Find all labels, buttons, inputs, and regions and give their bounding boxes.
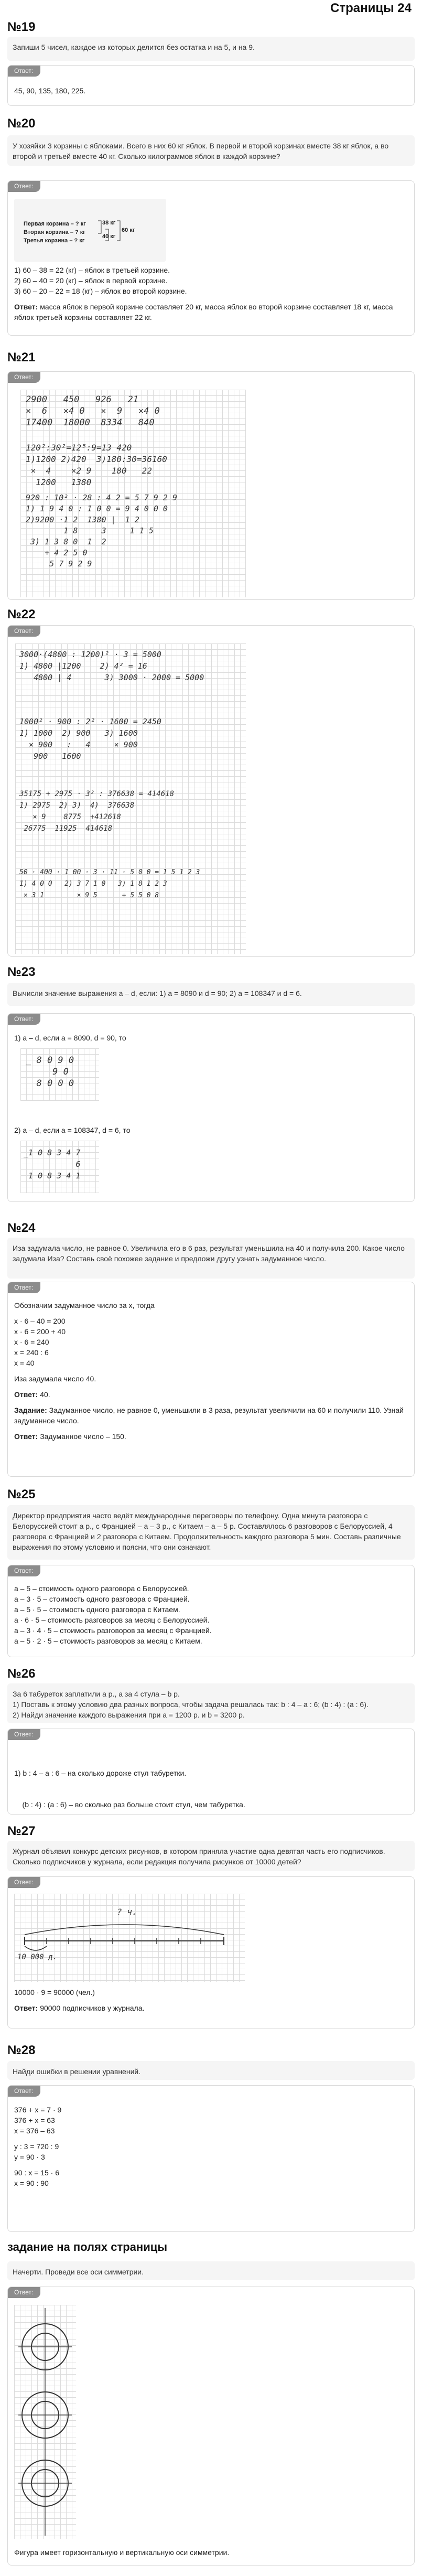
solution-line: 376 + x = 7 · 9	[14, 2106, 62, 2114]
task-number-22: №22	[7, 607, 36, 621]
symmetry-drawing	[14, 2305, 76, 2539]
solution-line: 376 + x = 63	[14, 2116, 55, 2124]
solution-line: a – 3 · 4 · 5 – стоимость разговоров за месяц с Францией.	[14, 1626, 212, 1635]
own-answer-24: Ответ: Задуманное число – 150.	[14, 1432, 126, 1441]
task-text-25: Директор предприятия часто ведёт международные переговоры по телефону. Одна минута разговора с Белоруссией стоит a р., с Францией – a – 3 р., с Китаем – a – 5 р. Составлялось 6 разговоров с Белоруссией, 4 разговора с Францией и 2 разговора с Китаем. Продолжительность каждого разговора 5 мин. Составь различные выражения по этому условию и поясни, что они означают.	[7, 1505, 415, 1560]
answer-text-24: Ответ: 40.	[14, 1390, 50, 1399]
solution-27	[14, 1987, 408, 2013]
handwritten-subtraction-2	[20, 1141, 99, 1193]
solution-line: 90 : x = 15 · 6	[14, 2169, 59, 2177]
answer-card-27	[7, 1876, 415, 2028]
solution-25	[14, 1583, 408, 1646]
answer-badge: Ответ:	[8, 1282, 40, 1293]
circles-figure	[14, 2305, 76, 2539]
margin-task-title: задание на полях страницы	[7, 2240, 168, 2253]
task-number-28: №28	[7, 2043, 36, 2057]
own-task-24: Задание: Задуманное число, не равное 0, уменьшили в 3 раза, результат увеличили на 60 и получили 110. Узнай задуманное число.	[14, 1406, 404, 1425]
solution-line: x · 6 – 40 = 200	[14, 1317, 66, 1325]
task-text-19: Запиши 5 чисел, каждое из которых делится без остатка и на 5, и на 9.	[7, 37, 415, 61]
answer-card-28	[7, 2085, 415, 2232]
solution-line: y : 3 = 720 : 9	[14, 2142, 59, 2151]
solution-line: x · 6 = 200 + 40	[14, 1327, 66, 1336]
solution-line: a · 6 · 5 – стоимость разговоров за месяц с Белоруссией.	[14, 1616, 210, 1624]
answer-card-20	[7, 180, 415, 336]
answer-text-19: 45, 90, 135, 180, 225.	[14, 87, 86, 95]
segment-top-label: ? ч.	[117, 1907, 137, 1917]
answer-card-21	[7, 371, 415, 600]
basket-3-label: Третья корзина – ? кг	[24, 238, 85, 244]
solution-line: 10000 · 9 = 90000 (чел.)	[14, 1988, 95, 1997]
answer-card-22	[7, 625, 415, 957]
solution-line: Фигура имеет горизонтальную и вертикальную оси симметрии.	[14, 2548, 230, 2557]
solution-line: x = 40	[14, 1359, 35, 1367]
answer-badge: Ответ:	[8, 1565, 40, 1576]
hw-block: 2900 450 926 21 × 6 ×4 0 × 9 ×4 0 17400 18000 8334 840	[26, 394, 160, 428]
solution-28	[14, 2105, 408, 2188]
task-text-28: Найди ошибки в решении уравнений.	[7, 2061, 415, 2080]
handwritten-subtraction-1	[20, 1048, 99, 1101]
basket-2-label: Вторая корзина – ? кг	[24, 229, 85, 235]
segment-diagram	[14, 1894, 245, 1982]
solution-line: a – 5 – стоимость одного разговора с Белоруссией.	[14, 1584, 189, 1593]
solution-line: x · 6 = 240	[14, 1338, 49, 1346]
label-38kg: 38 кг	[102, 220, 116, 226]
task-text-24: Иза задумала число, не равное 0. Увеличила его в 6 раз, результат уменьшила на 40 и получила 200. Какое число задумала Иза? Составь своё похожее задание и предложи другу узнать задуманное число.	[7, 1238, 415, 1279]
task-text-20: У хозяйки 3 корзины с яблоками. Всего в них 60 кг яблок. В первой и второй корзинах вместе 38 кг яблок, а во второй и третьей вместе 40 кг. Сколько килограммов яблок в каждой корзине?	[7, 135, 415, 166]
answer-card-23	[7, 1013, 415, 1202]
task-number-19: №19	[7, 20, 36, 34]
handwritten-solution-22	[15, 643, 246, 954]
solution-24	[14, 1300, 408, 1442]
task-number-23: №23	[7, 965, 36, 979]
answer-prefix: Ответ:	[14, 303, 38, 311]
task-number-24: №24	[7, 1221, 36, 1235]
label-60kg: 60 кг	[122, 227, 135, 233]
solution-line: Иза задумала число 40.	[14, 1375, 96, 1383]
solution-line: x = 376 – 63	[14, 2127, 55, 2135]
solution-20	[14, 265, 408, 323]
answer-badge: Ответ:	[8, 1014, 40, 1025]
solution-line: x = 90 : 90	[14, 2179, 49, 2187]
hw-block: 1000² · 900 : 2² · 1600 = 2450 1) 1000 2) 900 3) 1600 × 900 : 4 × 900 900 1600	[19, 717, 161, 761]
solution-line: 3) 60 – 20 – 22 = 18 (кг) – яблок во второй корзине.	[14, 287, 187, 295]
answer-badge: Ответ:	[8, 1729, 40, 1740]
answer-text-20: Ответ: масса яблок в первой корзине составляет 20 кг, масса яблок во второй корзине составляет 18 кг, масса яблок третьей корзины составляет 22 кг.	[14, 303, 393, 321]
hw-block: 3000·(4800 : 1200)² · 3 = 5000 1) 4800 |1200 2) 4² = 16 4800 | 4 3) 3000 · 2000 = 5000	[19, 650, 204, 682]
task-text-27: Журнал объявил конкурс детских рисунков, в котором приняла участие одна девятая часть его подписчиков. Сколько подписчиков у журнала, если редакция получила рисунков от 10000 детей?	[7, 1841, 415, 1871]
hw-block: 50 · 400 · 1 00 · 3 · 11 · 5 0 0 = 1 5 1 2 3 1) 4 0 0 2) 3 7 1 0 3) 1 8 1 2 3 × 3 1 × 9 5 + 5 5 0 8	[19, 868, 200, 899]
task-text-margin: Начерти. Проведи все оси симметрии.	[7, 2261, 415, 2280]
hw-block: 920 : 10² · 28 : 4 2 = 5 7 9 2 9 1) 1 9 4 0 : 1 0 0 = 9 4 0 0 0 2)9200 ·1 2 1380 | 1 2 1 8 3 1 1 5 3) 1 3 8 0 1 2 + 4 2 5 0 5 7 9 2 9	[26, 493, 177, 568]
solution-line: 2) a – d, если a = 108347, d = 6, то	[14, 1126, 131, 1134]
handwritten-solution-21	[20, 390, 246, 597]
solution-line: 1) 60 – 38 = 22 (кг) – яблок в третьей корзине.	[14, 266, 170, 274]
solution-line: a – 5 · 2 · 5 – стоимость разговоров за месяц с Китаем.	[14, 1637, 202, 1645]
page-title: Страницы 24	[330, 1, 412, 15]
answer-badge: Ответ:	[8, 626, 40, 637]
answer-badge: Ответ:	[8, 181, 40, 192]
hw-block: _ 8 0 9 0 9 0 8 0 0 0	[26, 1055, 74, 1089]
task-number-27: №27	[7, 1824, 36, 1838]
answer-text-27: Ответ: 90000 подписчиков у журнала.	[14, 2004, 145, 2012]
solution-line: Обозначим задуманное число за x, тогда	[14, 1301, 155, 1310]
solution-26	[14, 1747, 408, 1815]
task-number-25: №25	[7, 1487, 36, 1501]
brace-lines	[14, 199, 166, 262]
answer-card-26	[7, 1729, 415, 1815]
task-text-23: Вычисли значение выражения a – d, если: 1) a = 8090 и d = 90; 2) a = 108347 и d = 6.	[7, 983, 415, 1006]
solution-line: (b : 4) : (a : 6) – во сколько раз больше стоит стул, чем табуретка.	[14, 1800, 245, 1809]
solution-line: 1) a – d, если a = 8090, d = 90, то	[14, 1034, 126, 1042]
hw-block: _1 0 8 3 4 7 6 1 0 8 3 4 1	[24, 1148, 81, 1180]
solution-line: 1) b : 4 – a : 6 – на сколько дороже стул табуретки.	[14, 1769, 187, 1777]
basket-1-label: Первая корзина – ? кг	[24, 221, 86, 227]
solution-line: a – 3 · 5 – стоимость одного разговора с Францией.	[14, 1595, 190, 1603]
solution-line: 2) 60 – 40 = 20 (кг) – яблок в первой корзине.	[14, 276, 168, 285]
answer-card-margin	[7, 2287, 415, 2566]
answer-badge: Ответ:	[8, 2086, 40, 2097]
task-number-20: №20	[7, 116, 36, 131]
hw-block: 120²:30²=12⁵:9=13 420 1)1200 2)420 3)180:30=36160 × 4 ×2 9 180 22 1200 1380	[26, 443, 167, 487]
task-text-26: За 6 табуреток заплатили a р., а за 4 стула – b р. 1) Поставь к этому условию два разных вопроса, чтобы задача решалась так: b : 4 – a : 6; (b : 4) : (a : 6). 2) Найди значение каждого выражения при a = 1200 р. и b = 3200 р.	[7, 1683, 415, 1723]
page-header	[0, 0, 422, 16]
condition-diagram	[14, 199, 166, 262]
label-40kg: 40 кг	[102, 233, 116, 240]
answer-badge: Ответ:	[8, 2287, 40, 2298]
task-number-26: №26	[7, 1667, 36, 1681]
answer-card-25	[7, 1565, 415, 1657]
solution-line: x = 240 : 6	[14, 1348, 49, 1357]
answer-card-19	[7, 65, 415, 106]
answer-badge: Ответ:	[8, 372, 40, 383]
solution-line: a – 5 · 5 – стоимость одного разговора с Китаем.	[14, 1605, 180, 1614]
answer-card-24	[7, 1282, 415, 1477]
answer-badge: Ответ:	[8, 1877, 40, 1888]
task-number-21: №21	[7, 350, 36, 364]
solution-line: y = 90 · 3	[14, 2153, 45, 2161]
segment-bottom-label: 10 000 д.	[17, 1953, 57, 1961]
answer-badge: Ответ:	[8, 66, 40, 77]
hw-block: 35175 + 2975 · 3² : 376638 = 414618 1) 2975 2) 3) 4) 376638 × 9 8775 +412618 26775 11925 414618	[19, 790, 175, 833]
